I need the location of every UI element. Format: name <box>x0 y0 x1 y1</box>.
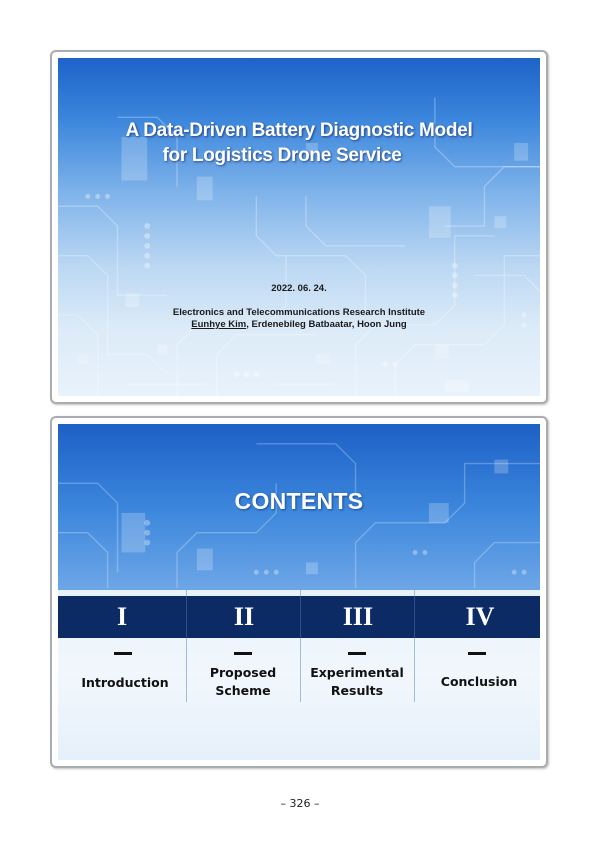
co-authors: , Erdenebileg Batbaatar, Hoon Jung <box>246 319 407 330</box>
contents-item-label: Conclusion <box>440 674 518 689</box>
contents-item-label: Introduction <box>81 675 169 690</box>
dash-separator <box>348 652 366 655</box>
dash-separator <box>234 652 252 655</box>
contents-item-introduction <box>58 674 192 692</box>
contents-item-proposed-scheme <box>186 664 300 700</box>
dash-separator <box>468 652 486 655</box>
authors <box>58 319 540 331</box>
numeral-1: I <box>116 602 128 631</box>
contents-item-label-line2: Scheme <box>215 683 271 698</box>
numeral-4: IV <box>414 596 540 638</box>
title-slide <box>58 58 540 396</box>
contents-item-label-line1: Proposed <box>209 665 277 680</box>
numeral-3: III <box>300 596 415 638</box>
contents-item-label-line2: Results <box>330 683 384 698</box>
contents-item-conclusion <box>414 673 540 691</box>
dash-separator <box>114 652 132 655</box>
presentation-date: 2022. 06. 24. <box>271 283 327 294</box>
numeral-2: II <box>186 596 301 638</box>
contents-slide <box>58 424 540 760</box>
affiliation: Electronics and Telecommunications Research Institute <box>172 307 426 318</box>
contents-title: CONTENTS <box>234 488 364 514</box>
slide-frame-contents <box>50 416 548 768</box>
slide-title-line1: A Data-Driven Battery Diagnostic Model <box>125 120 473 141</box>
roman-numeral-band <box>58 596 540 638</box>
slide-title <box>58 118 540 168</box>
first-author: Eunhye Kim <box>191 319 247 330</box>
slide-frame-title <box>50 50 548 404</box>
contents-item-label-line1: Experimental <box>310 665 404 680</box>
slide-title-line2: for Logistics Drone Service <box>162 145 402 166</box>
contents-item-experimental-results <box>300 664 414 700</box>
circuit-background-pattern <box>58 58 540 396</box>
page-number: – 326 – <box>280 797 320 810</box>
